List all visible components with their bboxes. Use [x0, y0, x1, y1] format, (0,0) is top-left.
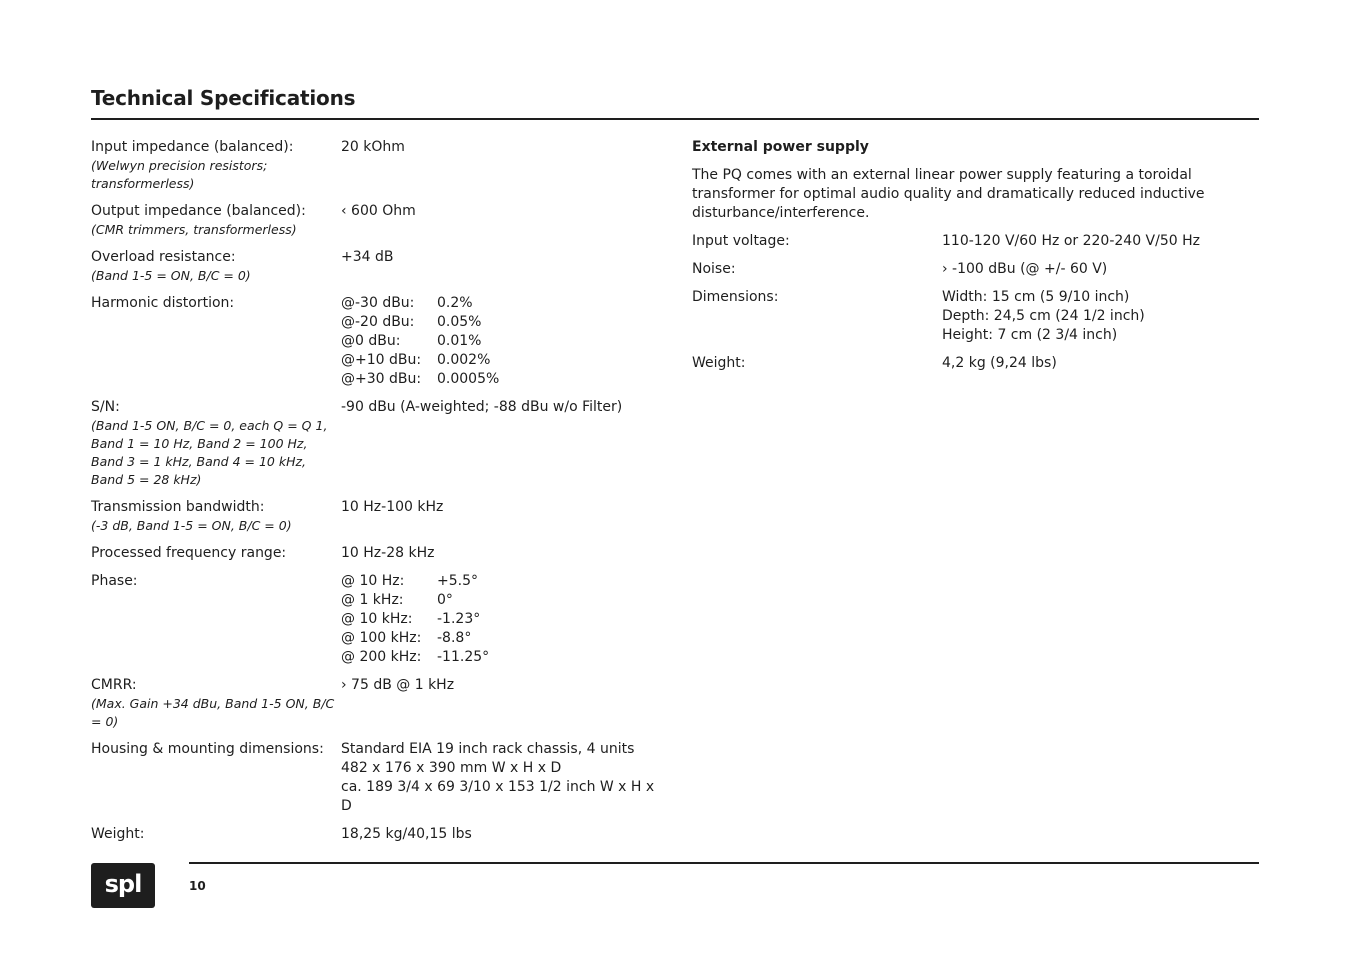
spec-value-cell: [341, 572, 661, 667]
spec-row: [91, 294, 661, 389]
spec-measurement: [341, 370, 661, 389]
spec-value-line: Width: 15 cm (5 9/10 inch): [942, 289, 1130, 305]
spec-row: [91, 825, 661, 844]
spec-note: (Band 1-5 = ON, B/C = 0): [91, 268, 251, 283]
spl-logo: spl: [91, 863, 155, 908]
spec-row: [91, 572, 661, 667]
spec-measurement: [341, 591, 661, 610]
spec-row: [91, 498, 661, 535]
title-divider: [91, 118, 1259, 120]
spec-value-cell: [341, 544, 661, 563]
spec-label: Input impedance (balanced):: [91, 139, 294, 155]
spec-measurement: [341, 648, 661, 667]
spec-value-cell: [942, 260, 1262, 279]
measurement-value: -11.25°: [437, 649, 490, 665]
spec-measurement: [341, 294, 661, 313]
measurement-value: -8.8°: [437, 630, 472, 646]
spec-row: [91, 138, 661, 193]
measurement-condition: @ 100 kHz:: [341, 630, 422, 646]
spec-value: 10 Hz-100 kHz: [341, 499, 444, 515]
spec-label-cell: [692, 260, 942, 279]
spec-value-line: ca. 189 3/4 x 69 3/10 x 153 1/2 inch W x H x D: [341, 779, 655, 814]
power-supply-description: The PQ comes with an external linear power supply featuring a toroidal transformer for optimal audio quality and dramatically reduced inductive disturbance/interference.: [692, 167, 1205, 221]
spec-row: [91, 202, 661, 239]
spec-label-cell: [692, 354, 942, 373]
spec-label-cell: [91, 544, 341, 563]
spec-label-cell: [91, 498, 341, 535]
spec-label-cell: [91, 248, 341, 285]
measurement-condition: @ 1 kHz:: [341, 592, 404, 608]
spec-label: Housing & mounting dimensions:: [91, 741, 324, 757]
spec-label-cell: [91, 740, 341, 759]
measurement-value: 0.0005%: [437, 371, 500, 387]
measurement-condition: @-20 dBu:: [341, 314, 415, 330]
spec-note: (Max. Gain +34 dBu, Band 1-5 ON, B/C = 0): [91, 696, 335, 729]
spec-label: Dimensions:: [692, 289, 779, 305]
measurement-condition: @0 dBu:: [341, 333, 401, 349]
spec-value: 20 kOhm: [341, 139, 405, 155]
spec-row: [692, 260, 1262, 279]
spec-value-cell: [341, 676, 661, 695]
spec-measurement: [341, 332, 661, 351]
spec-row: [91, 740, 661, 816]
spec-value-cell: [341, 398, 661, 417]
spec-measurement: [341, 351, 661, 370]
spec-value-cell: [341, 202, 661, 221]
spec-value-cell: [341, 825, 661, 844]
spec-label: Transmission bandwidth:: [91, 499, 265, 515]
power-supply-section: [692, 138, 1262, 382]
measurement-value: +5.5°: [437, 573, 478, 589]
footer-divider: [189, 862, 1259, 864]
measurement-value: 0°: [437, 592, 453, 608]
spec-value: 110-120 V/60 Hz or 220-240 V/50 Hz: [942, 233, 1200, 249]
measurement-value: 0.01%: [437, 333, 482, 349]
measurement-condition: @ 200 kHz:: [341, 649, 422, 665]
spec-measurement: [341, 572, 661, 591]
power-supply-heading: External power supply: [692, 139, 869, 155]
measurement-value: 0.2%: [437, 295, 473, 311]
spec-row: [91, 248, 661, 285]
spec-label-cell: [91, 676, 341, 731]
spec-value-line: 482 x 176 x 390 mm W x H x D: [341, 760, 562, 776]
spec-value-cell: [341, 498, 661, 517]
spec-value-cell: [341, 740, 661, 816]
spec-value-line: Height: 7 cm (2 3/4 inch): [942, 327, 1118, 343]
spec-value-cell: [341, 294, 661, 389]
spec-note: (CMR trimmers, transformerless): [91, 222, 297, 237]
spec-label: Output impedance (balanced):: [91, 203, 306, 219]
spec-value: 10 Hz-28 kHz: [341, 545, 435, 561]
spec-value: 4,2 kg (9,24 lbs): [942, 355, 1057, 371]
spec-row: [91, 398, 661, 489]
spec-value-cell: [942, 354, 1262, 373]
spec-note: (Welwyn precision resistors; transformerless): [91, 158, 268, 191]
spec-label: S/N:: [91, 399, 120, 415]
spec-row: [91, 544, 661, 563]
spec-label: Input voltage:: [692, 233, 790, 249]
spec-value: +34 dB: [341, 249, 394, 265]
spec-note: (Band 1-5 ON, B/C = 0, each Q = Q 1, Band 1 = 10 Hz, Band 2 = 100 Hz, Band 3 = 1 kHz, Band 4 = 10 kHz, Band 5 = 28 kHz): [91, 418, 328, 487]
spec-row: [692, 354, 1262, 373]
page-number: 10: [189, 879, 206, 893]
spec-label-cell: [91, 825, 341, 844]
spec-row: [692, 232, 1262, 251]
spec-value-line: Depth: 24,5 cm (24 1/2 inch): [942, 308, 1145, 324]
spec-label-cell: [91, 398, 341, 489]
spec-label-cell: [91, 202, 341, 239]
spec-label: Weight:: [692, 355, 746, 371]
measurement-condition: @-30 dBu:: [341, 295, 415, 311]
measurement-condition: @+30 dBu:: [341, 371, 422, 387]
measurement-condition: @+10 dBu:: [341, 352, 422, 368]
spec-label-cell: [692, 232, 942, 251]
spec-note: (-3 dB, Band 1-5 = ON, B/C = 0): [91, 518, 292, 533]
spec-value: ‹ 600 Ohm: [341, 203, 416, 219]
spec-value-line: Standard EIA 19 inch rack chassis, 4 units: [341, 741, 635, 757]
spec-row: [91, 676, 661, 731]
spec-value: › 75 dB @ 1 kHz: [341, 677, 455, 693]
measurement-condition: @ 10 kHz:: [341, 611, 413, 627]
spec-label: Weight:: [91, 826, 145, 842]
spec-value: › -100 dBu (@ +/- 60 V): [942, 261, 1108, 277]
power-supply-spec-list: [692, 232, 1262, 373]
measurement-value: 0.002%: [437, 352, 491, 368]
spec-value-cell: [942, 232, 1262, 251]
spec-label: Harmonic distortion:: [91, 295, 235, 311]
spec-label: Noise:: [692, 261, 736, 277]
measurement-value: 0.05%: [437, 314, 482, 330]
measurement-condition: @ 10 Hz:: [341, 573, 405, 589]
spec-value-cell: [942, 288, 1262, 345]
spec-measurement: [341, 313, 661, 332]
measurement-value: -1.23°: [437, 611, 481, 627]
spec-label-cell: [91, 294, 341, 313]
spec-label: Phase:: [91, 573, 138, 589]
spec-measurement: [341, 610, 661, 629]
spec-value: -90 dBu (A-weighted; -88 dBu w/o Filter): [341, 399, 623, 415]
spec-label: Processed frequency range:: [91, 545, 287, 561]
main-spec-list: [91, 138, 661, 853]
spec-row: [692, 288, 1262, 345]
spec-measurement: [341, 629, 661, 648]
spec-label: Overload resistance:: [91, 249, 236, 265]
spec-value-cell: [341, 138, 661, 157]
spec-label: CMRR:: [91, 677, 137, 693]
spec-label-cell: [91, 138, 341, 193]
spec-label-cell: [91, 572, 341, 591]
spec-value-cell: [341, 248, 661, 267]
spec-label-cell: [692, 288, 942, 307]
page-title: Technical Specifications: [91, 86, 356, 110]
spec-value: 18,25 kg/40,15 lbs: [341, 826, 472, 842]
